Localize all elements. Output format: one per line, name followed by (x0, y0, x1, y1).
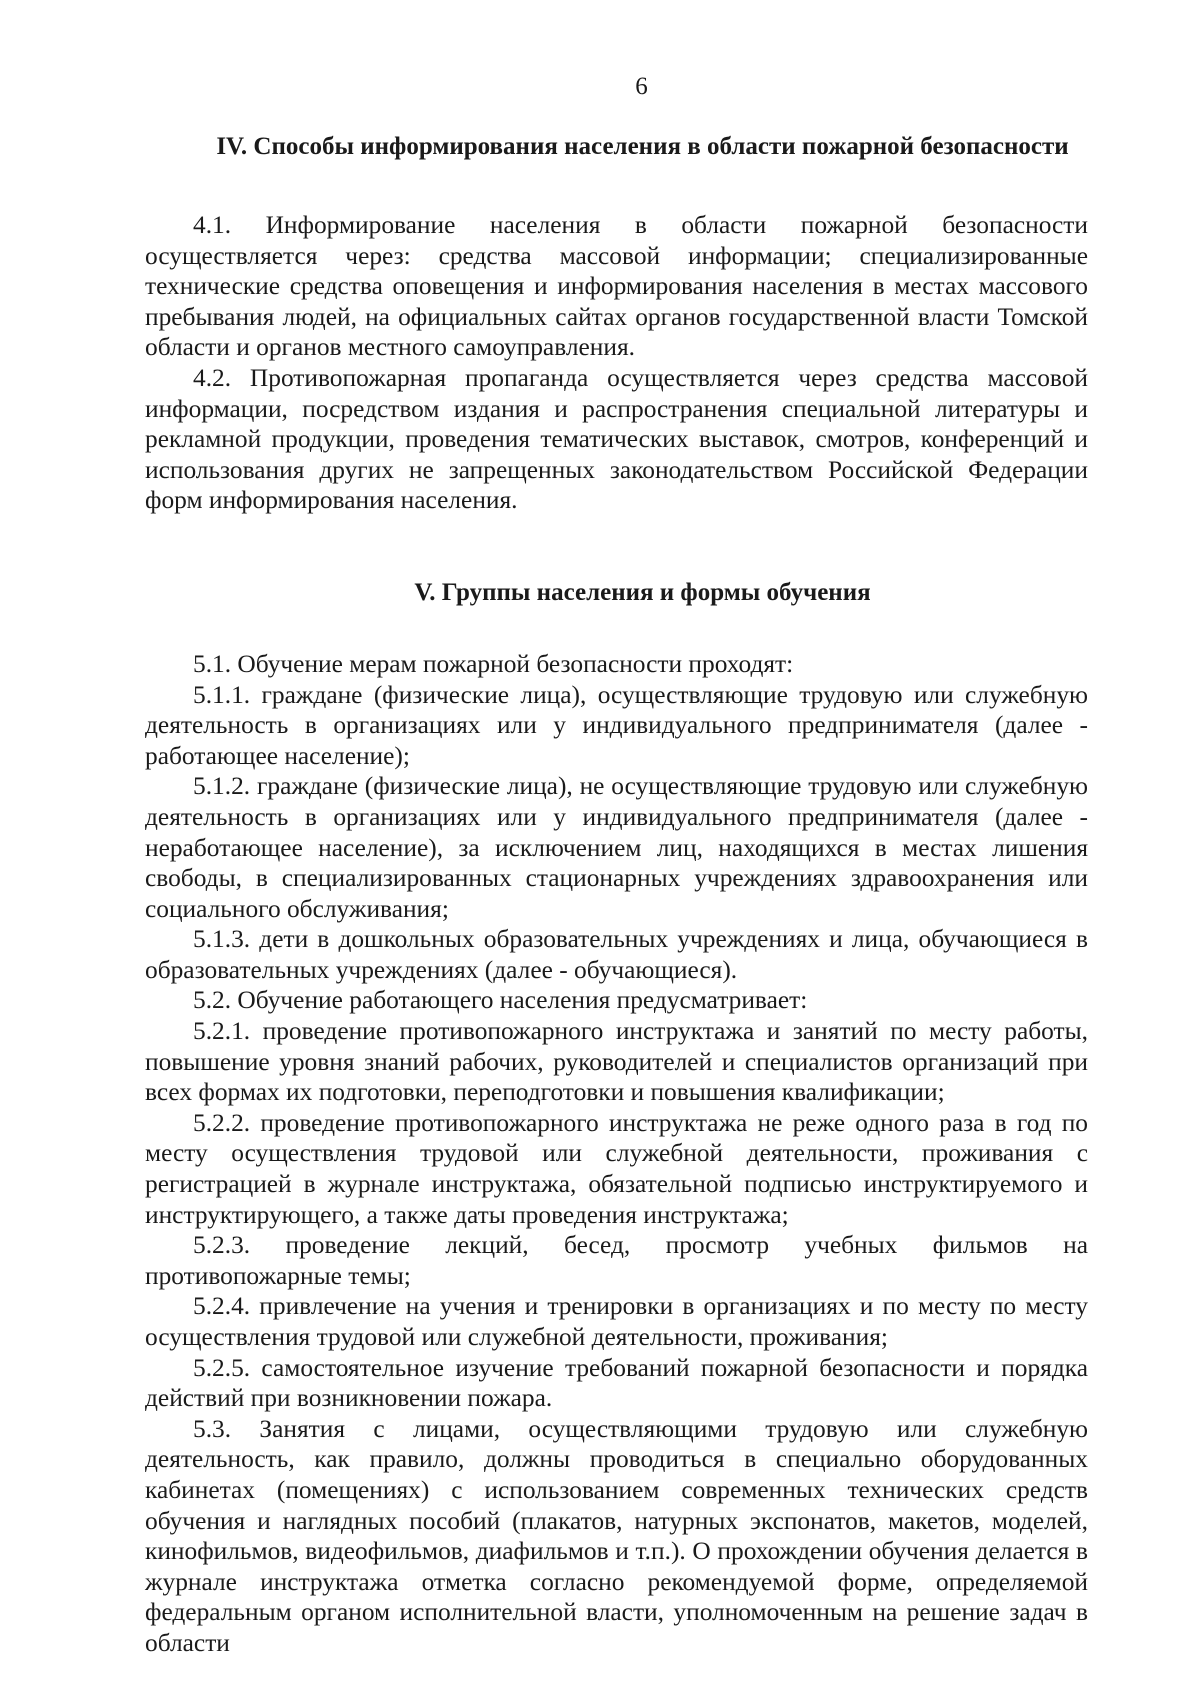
section-5-title: V. Группы населения и формы обучения (414, 578, 871, 606)
paragraph-5-1: 5.1. Обучение мерам пожарной безопасности проходят: (193, 649, 794, 678)
paragraph-5-2-5: 5.2.5. самостоятельное изучение требований пожарной безопасности и порядка действий при возникновении пожара. (145, 1353, 1088, 1413)
paragraph-5-1-1: 5.1.1. граждане (физические лица), осуществляющие трудовую или служебную деятельность в организациях или у индивидуального предпринимателя (далее - работающее население); (145, 680, 1088, 770)
section-4-title: IV. Способы информирования населения в области пожарной безопасности (216, 133, 1069, 160)
paragraph-4-2: 4.2. Противопожарная пропаганда осуществляется через средства массовой информации, посредством издания и распространения специальной литературы и рекламной продукции, проведения тематических выставок, смотров, конференций и использования других не запрещенных законодательством Российской Федерации форм информирования населения. (145, 363, 1088, 515)
paragraph-5-1-2: 5.1.2. граждане (физические лица), не осуществляющие трудовую или служебную деятельность в организациях или у индивидуального предпринимателя (далее - неработающее население), за исключением лиц, находящихся в местах лишения свободы, в специализированных стационарных учреждениях здравоохранения или социального обслуживания; (145, 772, 1088, 923)
paragraph-5-3: 5.3. Занятия с лицами, осуществляющими трудовую или служебную деятельность, как правило, должны проводиться в специально оборудованных кабинетах (помещениях) с использованием современных технических средств обучения и наглядных пособий (плакатов, натурных экспонатов, макетов, моделей, кинофильмов, видеофильмов, диафильмов и т.п.). О прохождении обучения делается в журнале инструктажа отметка согласно рекомендуемой форме, определяемой федеральным органом исполнительной власти, уполномоченным на решение задач в области (145, 1414, 1088, 1657)
paragraph-5-2-4: 5.2.4. привлечение на учения и тренировки в организациях и по месту по месту осуществления трудовой или служебной деятельности, проживания; (145, 1292, 1088, 1351)
page-number: 6 (635, 73, 648, 100)
paragraph-5-2: 5.2. Обучение работающего населения предусматривает: (193, 986, 808, 1015)
paragraph-5-1-3: 5.1.3. дети в дошкольных образовательных учреждениях и лица, обучающиеся в образовательных учреждениях (далее - обучающиеся). (145, 925, 1088, 984)
paragraph-5-2-3: 5.2.3. проведение лекций, бесед, просмотр учебных фильмов на противопожарные темы; (145, 1231, 1088, 1290)
paragraph-5-2-2: 5.2.2. проведение противопожарного инструктажа не реже одного раза в год по месту осуществления трудовой или служебной деятельности, проживания с регистрацией в журнале инструктажа, обязательной подписью инструктируемого и инструктирующего, а также даты проведения инструктажа; (145, 1108, 1088, 1229)
paragraph-5-2-1: 5.2.1. проведение противопожарного инструктажа и занятий по месту работы, повышение уровня знаний рабочих, руководителей и специалистов организаций при всех формах их подготовки, переподготовки и повышения квалификации; (145, 1017, 1088, 1107)
paragraph-4-1: 4.1. Информирование населения в области пожарной безопасности осуществляется через: средства массовой информации; специализированные технические средства оповещения и информирования населения в местах массового пребывания людей, на официальных сайтах органов государственной власти Томской области и органов местного самоуправления. (145, 211, 1088, 362)
